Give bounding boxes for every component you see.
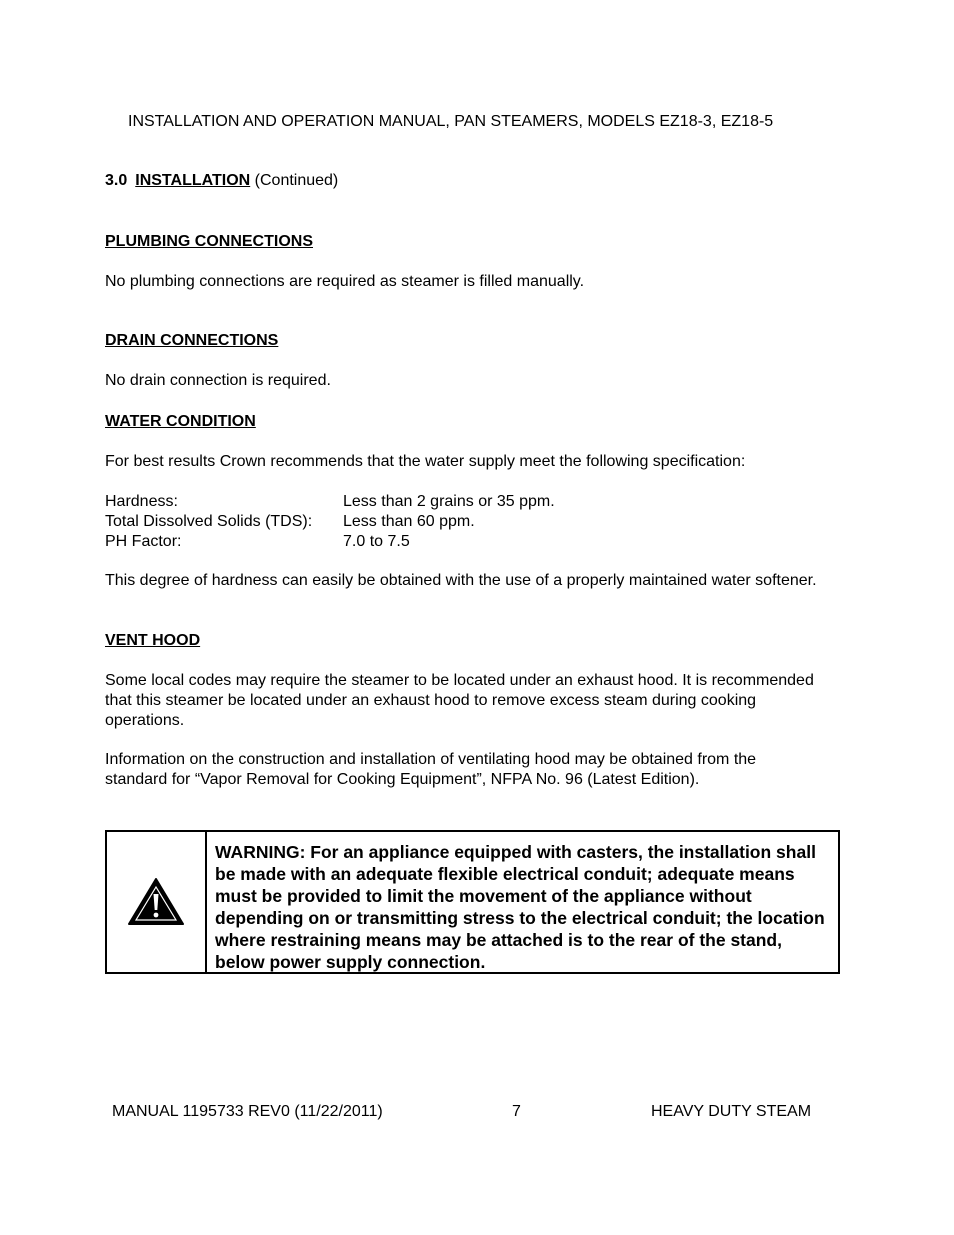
drain-text: No drain connection is required. bbox=[105, 372, 331, 389]
spec-value-ph: 7.0 to 7.5 bbox=[343, 533, 410, 550]
water-intro: For best results Crown recommends that the water supply meet the following specification: bbox=[105, 453, 746, 470]
spec-value-tds: Less than 60 ppm. bbox=[343, 513, 475, 530]
section-suffix: (Continued) bbox=[254, 172, 339, 189]
spec-label-ph: PH Factor: bbox=[105, 533, 182, 550]
section-name: INSTALLATION bbox=[135, 172, 251, 189]
section-number: 3.0 bbox=[105, 172, 128, 189]
drain-heading: DRAIN CONNECTIONS bbox=[105, 332, 279, 349]
vent-para-2: Information on the construction and installation of ventilating hood may be obtained from the standard for “Vapor Removal for Cooking Equipment”, NFPA No. 96 (Latest Edition). bbox=[105, 751, 757, 788]
footer-manual: MANUAL 1195733 REV0 (11/22/2011) bbox=[112, 1103, 383, 1120]
spec-label-hardness: Hardness: bbox=[105, 493, 178, 510]
spec-label-tds: Total Dissolved Solids (TDS): bbox=[105, 513, 313, 530]
vent-heading: VENT HOOD bbox=[105, 632, 201, 649]
plumbing-text: No plumbing connections are required as steamer is filled manually. bbox=[105, 273, 585, 290]
footer-page-number: 7 bbox=[512, 1103, 521, 1120]
water-note: This degree of hardness can easily be obtained with the use of a properly maintained water softener. bbox=[105, 572, 817, 589]
plumbing-heading: PLUMBING CONNECTIONS bbox=[105, 233, 313, 250]
warning-box bbox=[105, 830, 840, 974]
vent-para-1: Some local codes may require the steamer to be located under an exhaust hood. It is recommended that this steamer be located under an exhaust hood to remove excess steam during cooking operations. bbox=[105, 672, 814, 729]
spec-value-hardness: Less than 2 grains or 35 ppm. bbox=[343, 493, 555, 510]
warning-triangle-icon bbox=[127, 877, 185, 927]
footer-category: HEAVY DUTY STEAM bbox=[651, 1103, 812, 1120]
water-heading: WATER CONDITION bbox=[105, 413, 256, 430]
warning-icon-cell bbox=[107, 832, 207, 972]
page-header: INSTALLATION AND OPERATION MANUAL, PAN STEAMERS, MODELS EZ18-3, EZ18-5 bbox=[128, 113, 774, 130]
section-title bbox=[105, 171, 338, 191]
warning-text: WARNING: For an appliance equipped with casters, the installation shall be made with an adequate flexible electrical conduit; adequate means must be provided to limit the movement of the appliance without depending on or transmitting stress to the electrical conduit; the location where restraining means may be attached is to the rear of the stand, below power supply connection. bbox=[215, 842, 825, 972]
